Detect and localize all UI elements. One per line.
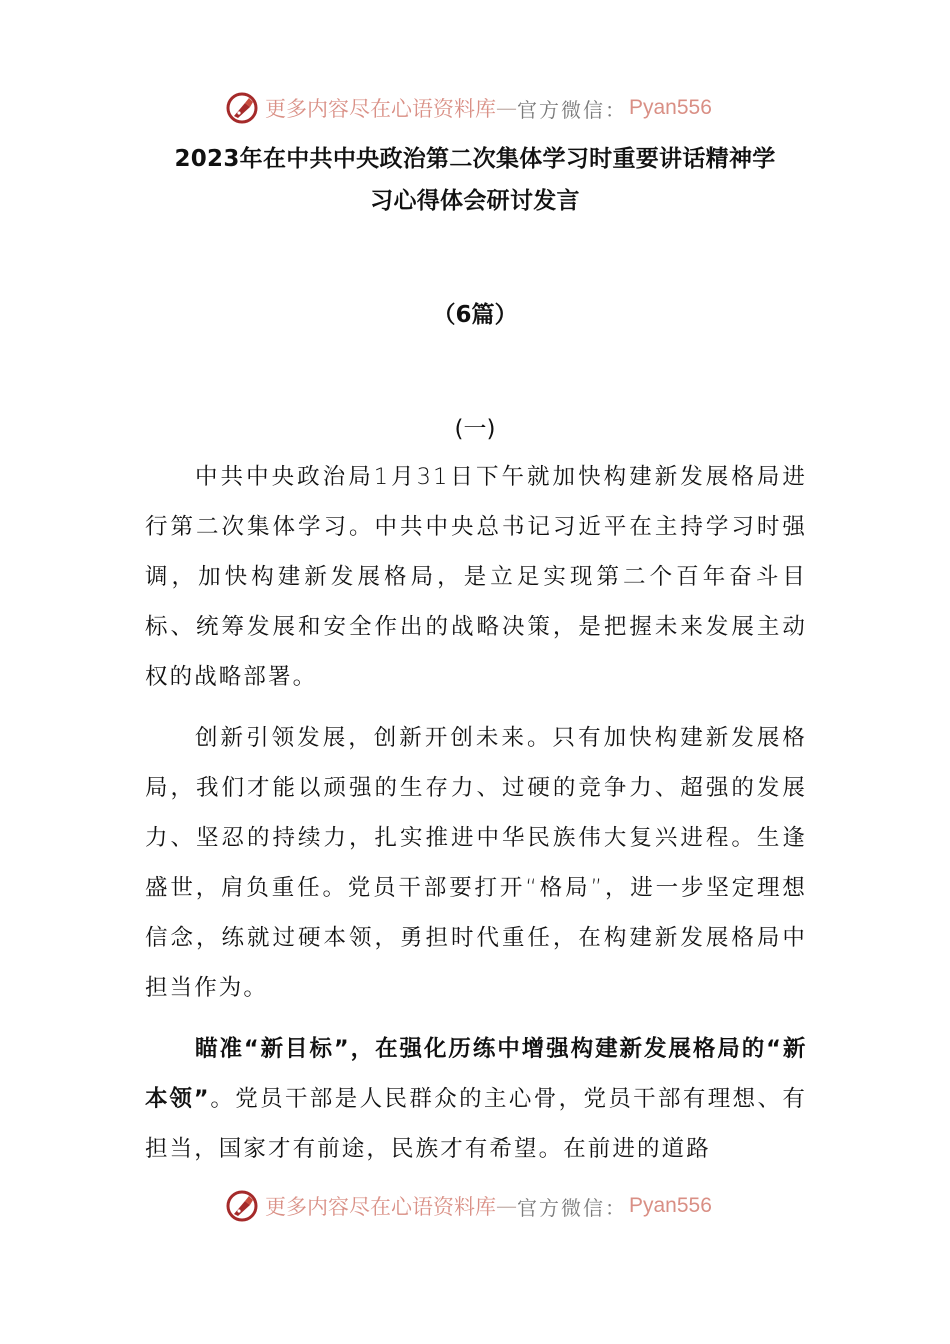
watermark-wechat-id: Pyan556 (629, 1194, 712, 1217)
paragraph-3 (145, 1024, 807, 1174)
watermark-text: 更多内容尽在心语资料库 (265, 97, 496, 121)
title-line-2: 习心得体会研讨发言 (370, 188, 580, 214)
watermark-wechat-label: 官方微信： (517, 97, 627, 122)
watermark-dash: — (496, 1194, 517, 1218)
article-count: （6篇） (432, 302, 518, 328)
document-title (140, 138, 810, 222)
paragraph-3-text: 。党员干部是人民群众的主心骨，党员干部有理想、有担当，国家才有前途，民族才有希望。在前进的道路 (145, 1086, 807, 1162)
title-line-1: 2023年在中共中央政治第二次集体学习时重要讲话精神学 (174, 146, 776, 172)
pen-nib-logo-icon (225, 91, 259, 125)
paragraph-2: 创新引领发展，创新开创未来。只有加快构建新发展格局，我们才能以顽强的生存力、过硬的竞争力、超强的发展力、坚忍的持续力，扎实推进中华民族伟大复兴进程。生逢盛世，肩负重任。党员干部要打开“格局”，进一步坚定理想信念，练就过硬本领，勇担时代重任，在构建新发展格局中担当作为。 (145, 725, 807, 1001)
paragraph-1: 中共中央政治局1月31日下午就加快构建新发展格局进行第二次集体学习。中共中央总书记习近平在主持学习时强调，加快构建新发展格局，是立足实现第二个百年奋斗目标、统筹发展和安全作出的战略决策，是把握未来发展主动权的战略部署。 (145, 464, 807, 690)
watermark-dash: — (496, 96, 517, 120)
paragraph-3-bold-lead: 瞄准“新目标”，在强化历练中增强构建新发展格局的“新本领” (145, 1036, 807, 1112)
pen-nib-logo-icon (225, 1189, 259, 1223)
watermark-wechat-label: 官方微信： (517, 1195, 627, 1220)
watermark-header (225, 88, 725, 128)
section-heading: (一) (454, 416, 496, 442)
watermark-text: 更多内容尽在心语资料库 (265, 1195, 496, 1219)
watermark-wechat-id: Pyan556 (629, 96, 712, 119)
watermark-footer (225, 1186, 725, 1226)
